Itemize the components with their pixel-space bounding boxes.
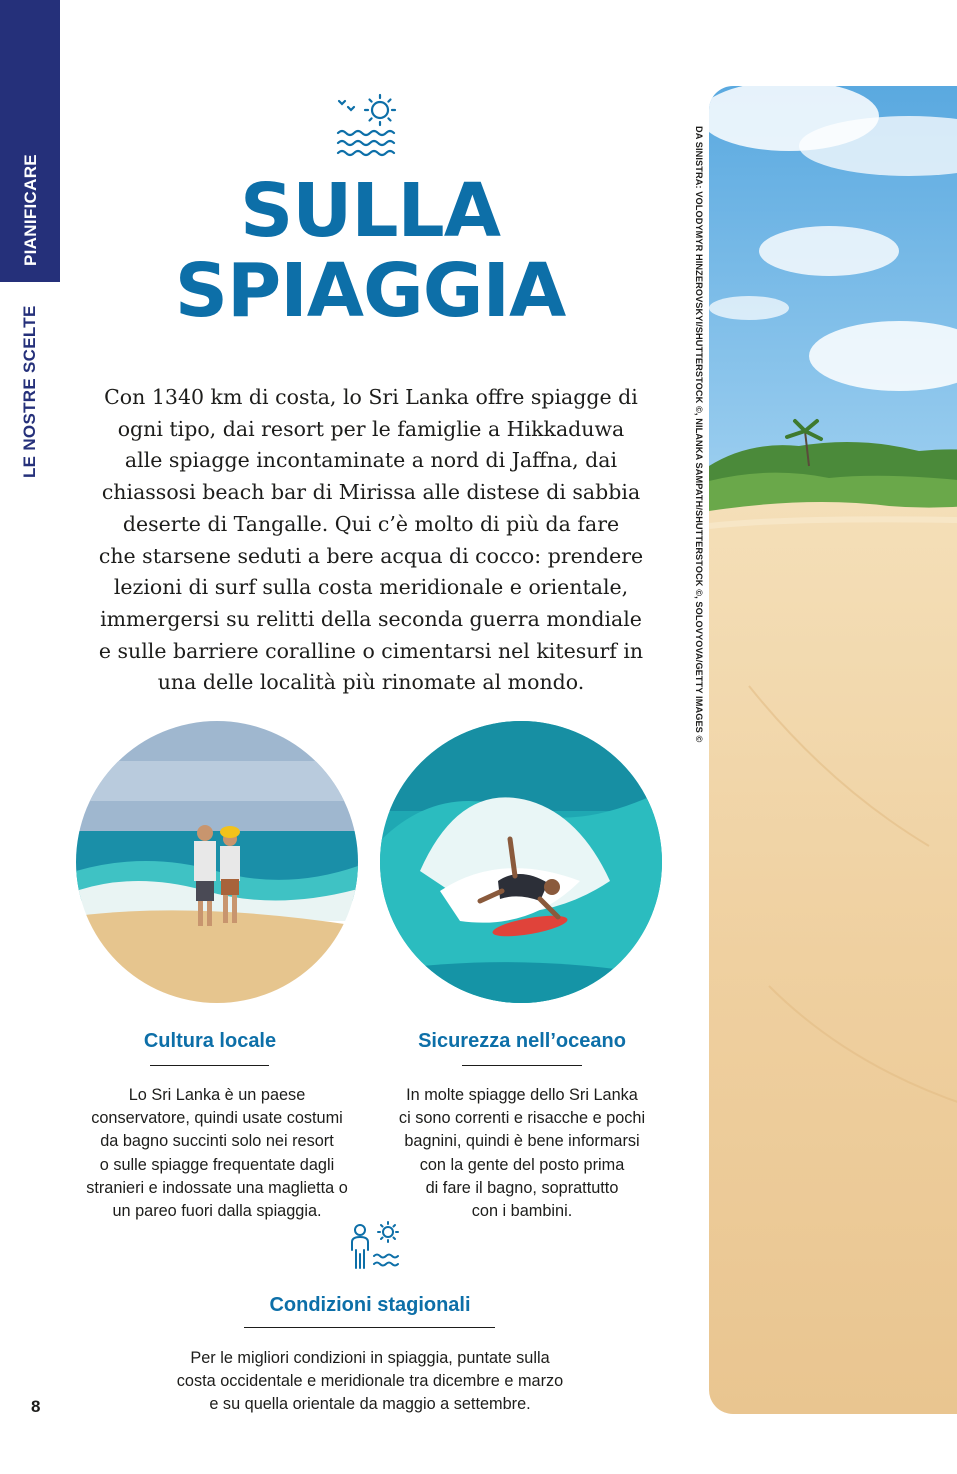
intro-paragraph: [72, 382, 670, 699]
seasonal-line: Per le migliori condizioni in spiaggia, puntate sulla: [190, 1349, 550, 1367]
intro-line: lezioni di surf sulla costa meridionale e orientale,: [113, 575, 629, 600]
culture-line: conservatore, quindi usate costumi: [91, 1109, 343, 1128]
culture-line: un pareo fuori dalla spiaggia.: [112, 1202, 322, 1221]
culture-title: Cultura locale: [143, 1030, 277, 1052]
intro-line: e sulle barriere coralline o cimentarsi nel kitesurf in: [98, 638, 644, 663]
culture-line: Lo Sri Lanka è un paese: [128, 1086, 306, 1104]
safety-divider: [462, 1065, 582, 1066]
safety-text: [377, 1084, 667, 1223]
safety-title: Sicurezza nell’oceano: [418, 1030, 626, 1052]
couple-beach-photo: [76, 721, 358, 1003]
safety-line: bagnini, quindi è bene informarsi: [404, 1132, 640, 1151]
safety-line: con i bambini.: [471, 1202, 573, 1221]
culture-divider: [150, 1065, 269, 1066]
surfer-photo: [380, 721, 662, 1003]
seasonal-line: e su quella orientale da maggio a settembre.: [209, 1395, 531, 1414]
culture-line: da bagno succinti solo nei resort: [100, 1132, 334, 1151]
seasonal-title: Condizioni stagionali: [269, 1294, 471, 1316]
safety-line: di fare il bagno, soprattutto: [425, 1178, 619, 1197]
page-title-line-2: SPIAGGIA: [174, 248, 566, 334]
beach-photo: [709, 86, 957, 1414]
intro-line: Con 1340 km di costa, lo Sri Lanka offre spiagge di: [104, 385, 638, 409]
intro-line: alle spiagge incontaminate a nord di Jaffna, dai: [124, 448, 618, 473]
photo-credit: DA SINISTRA: VOLODYMYR HINZEROVSKYI/SHUTTERSTOCK ©, NILANKA SAMPATH/SHUTTERSTOCK ©, SOLOVYOVA/GETTY IMAGES ©: [694, 126, 704, 743]
culture-line: stranieri e indossate una maglietta o: [86, 1178, 348, 1197]
sidebar-section-label: PIANIFICARE: [21, 154, 40, 266]
intro-line: deserte di Tangalle. Qui c’è molto di più da fare: [122, 511, 620, 536]
intro-line: immergersi su relitti della seconda guerra mondiale: [100, 606, 642, 631]
seasonal-text: [130, 1347, 610, 1417]
safety-line: In molte spiagge dello Sri Lanka: [406, 1086, 638, 1104]
page-title-line-1: SULLA: [240, 168, 500, 254]
intro-line: chiassosi beach bar di Mirissa alle distese di sabbia: [101, 480, 641, 505]
sun-sea-icon: [334, 93, 404, 159]
culture-line: o sulle spiagge frequentate dagli: [99, 1155, 335, 1174]
safety-line: ci sono correnti e risacche e pochi: [398, 1109, 646, 1128]
page-number: 8: [31, 1397, 41, 1416]
safety-line: con la gente del posto prima: [419, 1155, 625, 1174]
intro-line: ogni tipo, dai resort per le famiglie a Hikkaduwa: [117, 416, 625, 441]
person-sun-sea-icon: [346, 1220, 402, 1274]
seasonal-divider: [244, 1327, 495, 1328]
intro-line: che starsene seduti a bere acqua di cocco: prendere: [98, 543, 644, 568]
sidebar-subsection-label: LE NOSTRE SCELTE: [20, 305, 39, 478]
culture-text: [72, 1084, 362, 1223]
intro-line: una delle località più rinomate al mondo.: [157, 670, 585, 695]
seasonal-line: costa occidentale e meridionale tra dicembre e marzo: [176, 1372, 564, 1391]
